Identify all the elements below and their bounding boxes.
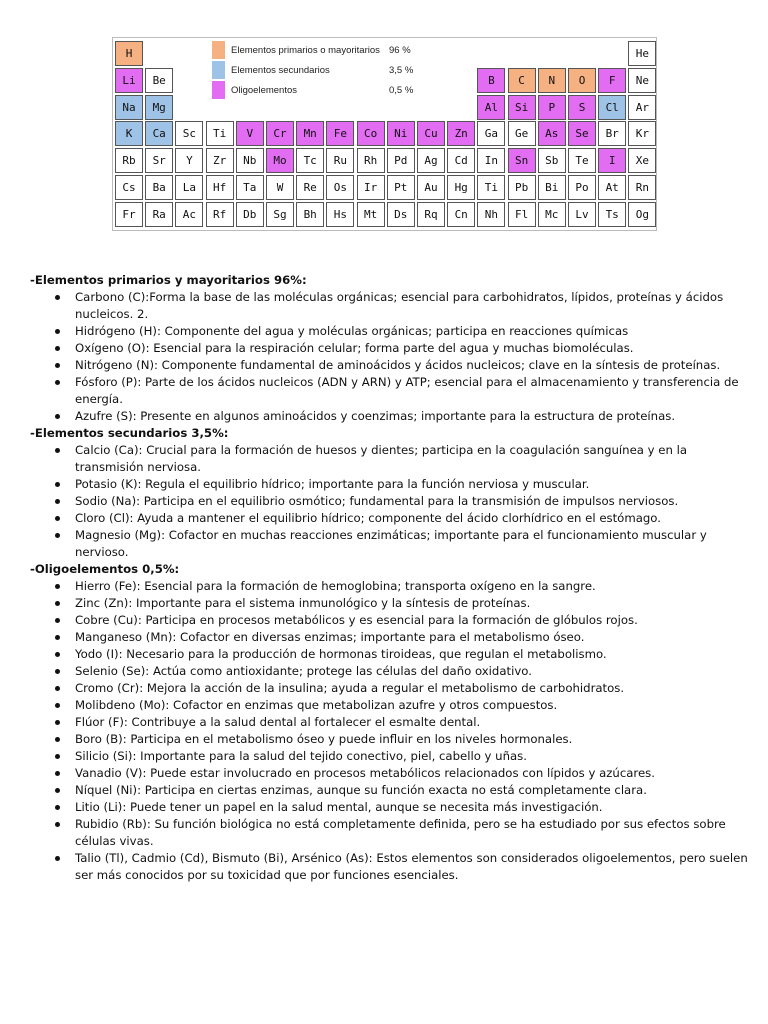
element-cell-ga: Ga [477,121,505,146]
list-item: Azufre (S): Presente en algunos aminoácidos y coenzimas; importante para la estructura de proteínas. [30,408,750,425]
element-cell-cd: Cd [447,148,475,173]
element-cell-pt: Pt [387,175,415,200]
element-cell-cu: Cu [417,121,445,146]
list-item: Magnesio (Mg): Cofactor en muchas reacciones enzimáticas; importante para el funcionamiento muscular y nervioso. [30,527,750,561]
list-item: Selenio (Se): Actúa como antioxidante; protege las células del daño oxidativo. [30,663,750,680]
list-item: Carbono (C):Forma la base de las moléculas orgánicas; esencial para carbohidratos, lípidos, proteínas y ácidos nucleicos. 2. [30,289,750,323]
legend-percent: 96 % [389,44,411,56]
legend-percent: 3,5 % [389,64,414,76]
list-item: Oxígeno (O): Esencial para la respiración celular; forma parte del agua y muchas biomoléculas. [30,340,750,357]
list-item: Silicio (Si): Importante para la salud del tejido conectivo, piel, cabello y uñas. [30,748,750,765]
element-cell-os: Os [326,175,354,200]
element-cell-k: K [115,121,143,146]
element-cell-db: Db [236,202,264,227]
legend [212,40,432,100]
element-cell-v: V [236,121,264,146]
list-item: Hierro (Fe): Esencial para la formación de hemoglobina; transporta oxígeno en la sangre. [30,578,750,595]
legend-swatch-primary [212,41,225,59]
element-cell-be: Be [145,68,173,93]
element-cell-hs: Hs [326,202,354,227]
element-cell-sn: Sn [508,148,536,173]
element-cell-rq: Rq [417,202,445,227]
legend-swatch-trace [212,81,225,99]
element-cell-cl: Cl [598,95,626,120]
element-cell-rh: Rh [357,148,385,173]
element-cell-cr: Cr [266,121,294,146]
element-cell-ne: Ne [628,68,656,93]
element-cell-n: N [538,68,566,93]
primary-elements-list [30,289,750,425]
list-item: Zinc (Zn): Importante para el sistema inmunológico y la síntesis de proteínas. [30,595,750,612]
element-cell-in: In [477,148,505,173]
element-cell-at: At [598,175,626,200]
element-cell-rf: Rf [206,202,234,227]
element-cell-pd: Pd [387,148,415,173]
element-cell-og: Og [628,202,656,227]
element-cell-li: Li [115,68,143,93]
element-cell-he: He [628,41,656,66]
element-cell-al: Al [477,95,505,120]
list-item: Manganeso (Mn): Cofactor en diversas enzimas; importante para el metabolismo óseo. [30,629,750,646]
element-cell-ac: Ac [175,202,203,227]
element-cell-ca: Ca [145,121,173,146]
element-cell-s: S [568,95,596,120]
element-cell-ra: Ra [145,202,173,227]
legend-item [212,40,432,60]
legend-label: Oligoelementos [231,84,298,96]
element-cell-sc: Sc [175,121,203,146]
element-cell-fr: Fr [115,202,143,227]
list-item: Yodo (I): Necesario para la producción de hormonas tiroideas, que regulan el metabolismo. [30,646,750,663]
legend-item [212,60,432,80]
element-cell-pb: Pb [508,175,536,200]
element-cell-p: P [538,95,566,120]
element-cell-f: F [598,68,626,93]
list-item: Boro (B): Participa en el metabolismo óseo y puede influir en los niveles hormonales. [30,731,750,748]
list-item: Fósforo (P): Parte de los ácidos nucleicos (ADN y ARN) y ATP; esencial para el almacenamiento y transferencia de energía. [30,374,750,408]
list-item: Níquel (Ni): Participa en ciertas enzimas, aunque su función exacta no está completamente clara. [30,782,750,799]
element-cell-b: B [477,68,505,93]
element-cell-co: Co [357,121,385,146]
periodic-table-figure [112,37,657,231]
list-item: Sodio (Na): Participa en el equilibrio osmótico; fundamental para la transmisión de impulsos nerviosos. [30,493,750,510]
element-cell-w: W [266,175,294,200]
legend-percent: 0,5 % [389,84,414,96]
list-item: Talio (Tl), Cadmio (Cd), Bismuto (Bi), Arsénico (As): Estos elementos son considerados oligoelementos, pero suelen ser más conocidos por su toxicidad que por funciones esenciales. [30,850,750,884]
element-cell-re: Re [296,175,324,200]
element-cell-rn: Rn [628,175,656,200]
element-cell-h: H [115,41,143,66]
element-cell-br: Br [598,121,626,146]
element-cell-po: Po [568,175,596,200]
element-cell-na: Na [115,95,143,120]
element-cell-xe: Xe [628,148,656,173]
element-cell-sr: Sr [145,148,173,173]
element-cell-te: Te [568,148,596,173]
element-cell-mc: Mc [538,202,566,227]
element-cell-ds: Ds [387,202,415,227]
element-cell-tc: Tc [296,148,324,173]
element-cell-as: As [538,121,566,146]
element-cell-kr: Kr [628,121,656,146]
element-cell-nb: Nb [236,148,264,173]
list-item: Cobre (Cu): Participa en procesos metabólicos y es esencial para la formación de glóbulos rojos. [30,612,750,629]
element-cell-rb: Rb [115,148,143,173]
element-cell-ge: Ge [508,121,536,146]
list-item: Cloro (Cl): Ayuda a mantener el equilibrio hídrico; componente del ácido clorhídrico en el estómago. [30,510,750,527]
section-title-secondary: -Elementos secundarios 3,5%: [30,426,229,440]
element-cell-mg: Mg [145,95,173,120]
list-item: Molibdeno (Mo): Cofactor en enzimas que metabolizan azufre y otros compuestos. [30,697,750,714]
list-item: Potasio (K): Regula el equilibrio hídrico; importante para la función nerviosa y muscular. [30,476,750,493]
element-cell-ti: Ti [206,121,234,146]
element-cell-zr: Zr [206,148,234,173]
legend-label: Elementos primarios o mayoritarios [231,44,380,56]
element-cell-sb: Sb [538,148,566,173]
element-cell-cs: Cs [115,175,143,200]
element-cell-se: Se [568,121,596,146]
element-cell-lv: Lv [568,202,596,227]
element-cell-mn: Mn [296,121,324,146]
element-cell-bh: Bh [296,202,324,227]
element-cell-zn: Zn [447,121,475,146]
element-cell-bi: Bi [538,175,566,200]
element-cell-hf: Hf [206,175,234,200]
legend-item [212,80,432,100]
section-title-primary: -Elementos primarios y mayoritarios 96%: [30,273,307,287]
list-item: Litio (Li): Puede tener un papel en la salud mental, aunque se necesita más investigación. [30,799,750,816]
element-cell-y: Y [175,148,203,173]
element-cell-au: Au [417,175,445,200]
element-cell-cn: Cn [447,202,475,227]
element-cell-ni: Ni [387,121,415,146]
list-item: Hidrógeno (H): Componente del agua y moléculas orgánicas; participa en reacciones químicas [30,323,750,340]
list-item: Rubidio (Rb): Su función biológica no está completamente definida, pero se ha estudiado por sus efectos sobre células vivas. [30,816,750,850]
element-cell-si: Si [508,95,536,120]
trace-elements-list [30,578,750,884]
element-cell-ts: Ts [598,202,626,227]
element-cell-mt: Mt [357,202,385,227]
element-cell-ru: Ru [326,148,354,173]
element-cell-hg: Hg [447,175,475,200]
section-title-trace: -Oligoelementos 0,5%: [30,562,180,576]
list-item: Flúor (F): Contribuye a la salud dental al fortalecer el esmalte dental. [30,714,750,731]
element-cell-nh: Nh [477,202,505,227]
list-item: Cromo (Cr): Mejora la acción de la insulina; ayuda a regular el metabolismo de carbohidratos. [30,680,750,697]
list-item: Nitrógeno (N): Componente fundamental de aminoácidos y ácidos nucleicos; clave en la síntesis de proteínas. [30,357,750,374]
legend-swatch-secondary [212,61,225,79]
element-cell-mo: Mo [266,148,294,173]
element-cell-c: C [508,68,536,93]
element-cell-ba: Ba [145,175,173,200]
document-body [30,272,750,884]
element-cell-la: La [175,175,203,200]
element-cell-i: I [598,148,626,173]
list-item: Vanadio (V): Puede estar involucrado en procesos metabólicos relacionados con lípidos y azúcares. [30,765,750,782]
list-item: Calcio (Ca): Crucial para la formación de huesos y dientes; participa en la coagulación sanguínea y en la transmisión nerviosa. [30,442,750,476]
element-cell-ta: Ta [236,175,264,200]
element-cell-ti: Ti [477,175,505,200]
element-cell-fl: Fl [508,202,536,227]
secondary-elements-list [30,442,750,561]
element-cell-fe: Fe [326,121,354,146]
legend-label: Elementos secundarios [231,64,330,76]
element-cell-ag: Ag [417,148,445,173]
element-cell-o: O [568,68,596,93]
element-cell-sg: Sg [266,202,294,227]
element-cell-ir: Ir [357,175,385,200]
element-cell-ar: Ar [628,95,656,120]
